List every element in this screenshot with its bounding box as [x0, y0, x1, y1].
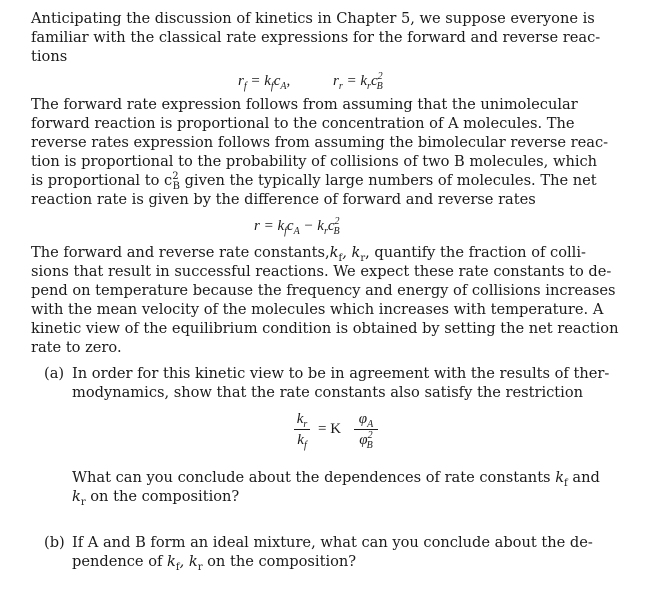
part-a-question-line-2: $k_r$ on the composition? [72, 488, 240, 508]
paragraph-3-line-4: with the mean velocity of the molecules which increases with temperature. A [31, 301, 604, 318]
equation-reverse-rate: $r_r = k_rc^2_B$ [333, 71, 383, 92]
paragraph-2-line-2: forward reaction is proportional to the concentration of A molecules. The [31, 115, 575, 132]
equals-K: = K [318, 421, 342, 437]
paragraph-2-line-4: tion is proportional to the probability of collisions of two B molecules, which [31, 153, 598, 170]
equation-forward-rate: $r_f = k_fc_A$, [238, 73, 291, 92]
paragraph-1-line-1: Anticipating the discussion of kinetics in Chapter 5, we suppose everyone is [31, 10, 595, 27]
part-a-line-2: modynamics, show that the rate constants also satisfy the restriction [72, 384, 584, 401]
paragraph-1-line-2: familiar with the classical rate expressions for the forward and reverse reac- [31, 29, 601, 46]
part-a-label: (a) [44, 365, 65, 382]
fraction-phiA-over-phiB2: $\varphi_A$ $\varphi^2_B$ [354, 410, 378, 449]
paragraph-3-line-5: kinetic view of the equilibrium condition is obtained by setting the net reaction [31, 320, 619, 337]
equation-net-rate: $r = k_fc_A - k_rc^2_B$ [254, 216, 340, 237]
paragraph-3-line-3: pend on temperature because the frequency and energy of collisions increases [31, 282, 616, 299]
paragraph-2-line-5: is proportional to $c^2_B$ given the typically large numbers of molecules. The net [31, 171, 597, 192]
part-b-label: (b) [44, 534, 65, 551]
paragraph-3-line-6: rate to zero. [31, 339, 122, 356]
paragraph-2-line-6: reaction rate is given by the difference of forward and reverse rates [31, 191, 536, 208]
paragraph-1-line-3: tions [31, 48, 68, 65]
part-b-line-2: pendence of $k_f$, $k_r$ on the composition? [72, 553, 357, 573]
part-a-line-1: In order for this kinetic view to be in agreement with the results of ther- [72, 365, 610, 382]
part-a-question-line-1: What can you conclude about the dependences of rate constants $k_f$ and [72, 469, 600, 489]
paragraph-2-line-3: reverse rates expression follows from assuming the bimolecular reverse reac- [31, 134, 609, 151]
part-b-line-1: If A and B form an ideal mixture, what can you conclude about the de- [72, 534, 593, 551]
paragraph-2-line-1: The forward rate expression follows from assuming that the unimolecular [31, 96, 578, 113]
paragraph-3-line-2: sions that result in successful reactions. We expect these rate constants to de- [31, 263, 612, 280]
paragraph-3-line-1: The forward and reverse rate $constants,k_f$, $k_r$, quantify the fraction of colli- [31, 244, 586, 264]
fraction-kr-over-kf: $k_r$ $k_f$ [294, 410, 310, 449]
